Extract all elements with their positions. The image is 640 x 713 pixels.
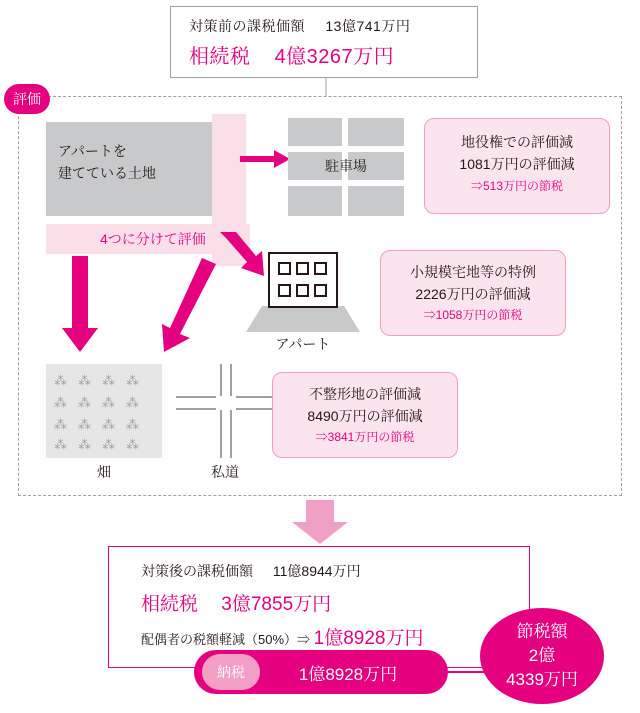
apartment-label: アパート — [275, 336, 331, 352]
spouse-deduction-label: 配偶者の税額軽減（50%）⇒ — [141, 632, 311, 647]
callout-3-title: 不整形地の評価減 — [309, 386, 421, 402]
flow-down-arrow — [292, 500, 348, 544]
tax-payment-amount: 1億8928万円 — [298, 665, 398, 684]
total-saving-label: 節税額 — [516, 622, 568, 641]
callout-1-reduction: 1081万円の評価減 — [459, 156, 575, 172]
callout-1-saving: ⇒513万円の節税 — [470, 179, 564, 193]
total-saving-line1: 2億 — [528, 646, 556, 665]
pre-inheritance-tax-amount: 4億3267万円 — [274, 46, 395, 68]
pre-taxable-value-amount: 13億741万円 — [325, 18, 411, 34]
pre-inheritance-tax-label: 相続税 — [189, 46, 251, 68]
apartment-ground — [246, 306, 360, 332]
arrow-to-road — [158, 258, 212, 356]
original-land-label-line1: アパートを — [58, 143, 127, 159]
pre-taxable-value-row — [189, 16, 410, 36]
tax-payment-badge: 納税 — [202, 654, 260, 690]
private-road-label: 私道 — [211, 464, 239, 480]
callout-2-title: 小規模宅地等の特例 — [410, 264, 536, 280]
post-taxable-value-row — [141, 561, 361, 581]
post-taxable-value-label: 対策後の課税価額 — [141, 563, 253, 579]
callout-2-saving: ⇒1058万円の節税 — [423, 308, 523, 322]
evaluation-tag: 評価 — [4, 84, 50, 114]
split-note-label: 4つに分けて評価 — [100, 231, 206, 247]
spouse-deduction-amount: 1億8928万円 — [313, 628, 424, 649]
callout-3-saving: ⇒3841万円の節税 — [315, 430, 415, 444]
callout-1-title: 地役権での評価減 — [461, 134, 573, 150]
callout-irregular-land — [272, 372, 458, 458]
callout-2-reduction: 2226万円の評価減 — [415, 286, 531, 302]
callout-small-residential-land — [380, 250, 566, 336]
apartment-building-graphic — [268, 252, 338, 308]
arrow-to-parking — [240, 146, 294, 170]
post-inheritance-tax-label: 相続税 — [141, 594, 199, 615]
total-saving-ellipse — [480, 608, 604, 704]
spouse-deduction-row — [141, 623, 424, 650]
post-taxable-value-amount: 11億8944万円 — [272, 563, 361, 579]
post-inheritance-tax-row — [141, 589, 331, 616]
callout-easement-reduction — [424, 118, 610, 214]
original-land-label-line2: 建てている土地 — [58, 165, 156, 181]
post-inheritance-tax-amount: 3億7855万円 — [221, 594, 332, 615]
pre-taxable-value-label: 対策前の課税価額 — [189, 18, 305, 34]
parking-lot-label: 駐車場 — [325, 158, 367, 174]
private-road-graphic — [176, 364, 274, 458]
arrow-to-field — [62, 256, 100, 356]
pre-measure-box — [170, 6, 478, 78]
field-label: 畑 — [97, 464, 111, 480]
total-saving-line2: 4339万円 — [506, 670, 578, 689]
pre-inheritance-tax-row — [189, 40, 394, 69]
original-land-label — [58, 140, 156, 184]
arrow-to-apartment — [216, 232, 272, 280]
top-connector-arrow — [316, 78, 336, 98]
callout-3-reduction: 8490万円の評価減 — [307, 408, 423, 424]
field-graphic: ⁂ ⁂ ⁂ ⁂ ⁂ ⁂ ⁂ ⁂ ⁂ ⁂ ⁂ ⁂ ⁂ ⁂ ⁂ ⁂ — [46, 364, 162, 458]
